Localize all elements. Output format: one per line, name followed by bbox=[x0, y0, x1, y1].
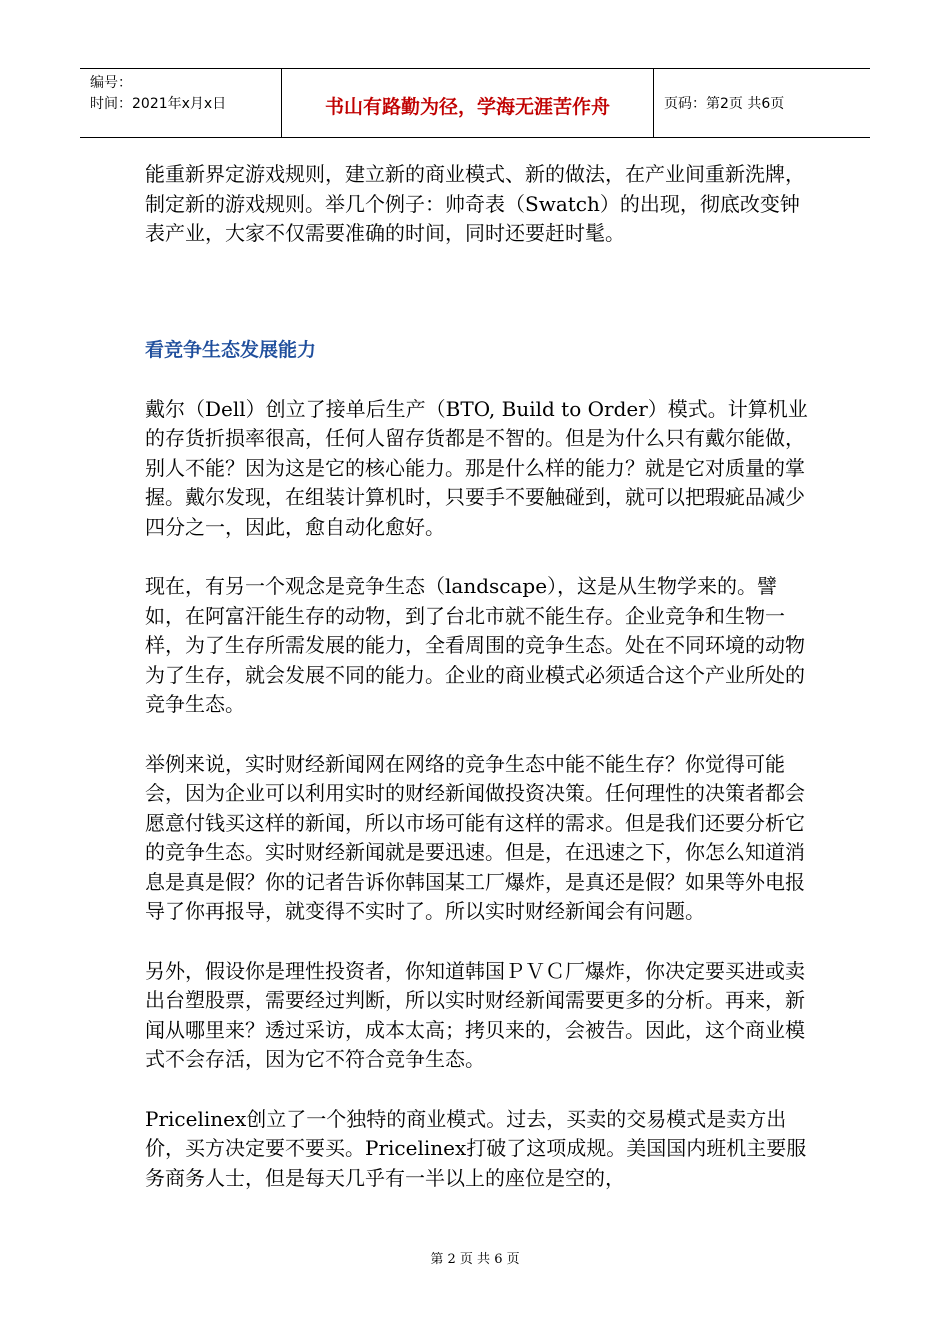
paragraph: 举例来说，实时财经新闻网在网络的竞争生态中能不能生存？你觉得可能会，因为企业可以利用实时的财经新闻做投资决策。任何理性的决策者都会愿意付钱买这样的新闻，所以市场可能有这样的需求。但是我们还要分析它的竞争生态。实时财经新闻就是要迅速。但是，在迅速之下，你怎么知道消息是真是假？你的记者告诉你韩国某工厂爆炸，是真还是假？如果等外电报导了你再报导，就变得不实时了。所以实时财经新闻会有问题。 bbox=[145, 751, 805, 923]
document-number: 编号： bbox=[90, 75, 132, 91]
header-meta bbox=[80, 69, 282, 137]
paragraph: 能重新界定游戏规则，建立新的商业模式、新的做法，在产业间重新洗牌，制定新的游戏规则。举几个例子：帅奇表（Swatch）的出现，彻底改变钟表产业，大家不仅需要准确的时间，同时还要赶时髦。 bbox=[145, 162, 805, 245]
page-header bbox=[80, 68, 870, 138]
paragraph: 另外，假设你是理性投资者，你知道韩国ＰＶＣ厂爆炸，你决定要买进或卖出台塑股票，需要经过判断，所以实时财经新闻需要更多的分析。再来，新闻从哪里来？透过采访，成本太高；拷贝来的，会被告。因此，这个商业模式不会存活，因为它不符合竞争生态。 bbox=[145, 958, 805, 1071]
section-heading: 看竞争生态发展能力 bbox=[145, 338, 317, 361]
document-body bbox=[145, 160, 810, 1193]
paragraph: 戴尔（Dell）创立了接单后生产（BTO, Build to Order）模式。计算机业的存货折损率很高，任何人留存货都是不智的。但是为什么只有戴尔能做，别人不能？因为这是它的核心能力。那是什么样的能力？就是它对质量的掌握。戴尔发现，在组装计算机时，只要手不要触碰到，就可以把瑕疵品减少四分之一，因此，愈自动化愈好。 bbox=[145, 396, 808, 539]
paragraph: Pricelinex创立了一个独特的商业模式。过去，买卖的交易模式是卖方出价，买方决定要不要买。Pricelinex打破了这项成规。美国国内班机主要服务商务人士，但是每天几乎有一半以上的座位是空的， bbox=[145, 1106, 807, 1190]
page-footer: 第 2 页 共 6 页 bbox=[430, 1252, 520, 1267]
document-date: 时间：2021年x月x日 bbox=[90, 96, 227, 112]
header-motto: 书山有路勤为径，学海无涯苦作舟 bbox=[282, 69, 654, 137]
header-page-info: 页码：第2页 共6页 bbox=[664, 96, 785, 112]
paragraph: 现在，有另一个观念是竞争生态（landscape），这是从生物学来的。譬如，在阿富汗能生存的动物，到了台北市就不能生存。企业竞争和生物一样，为了生存所需发展的能力，全看周围的竞争生态。处在不同环境的动物为了生存，就会发展不同的能力。企业的商业模式必须适合这个产业所处的竞争生态。 bbox=[145, 574, 805, 716]
